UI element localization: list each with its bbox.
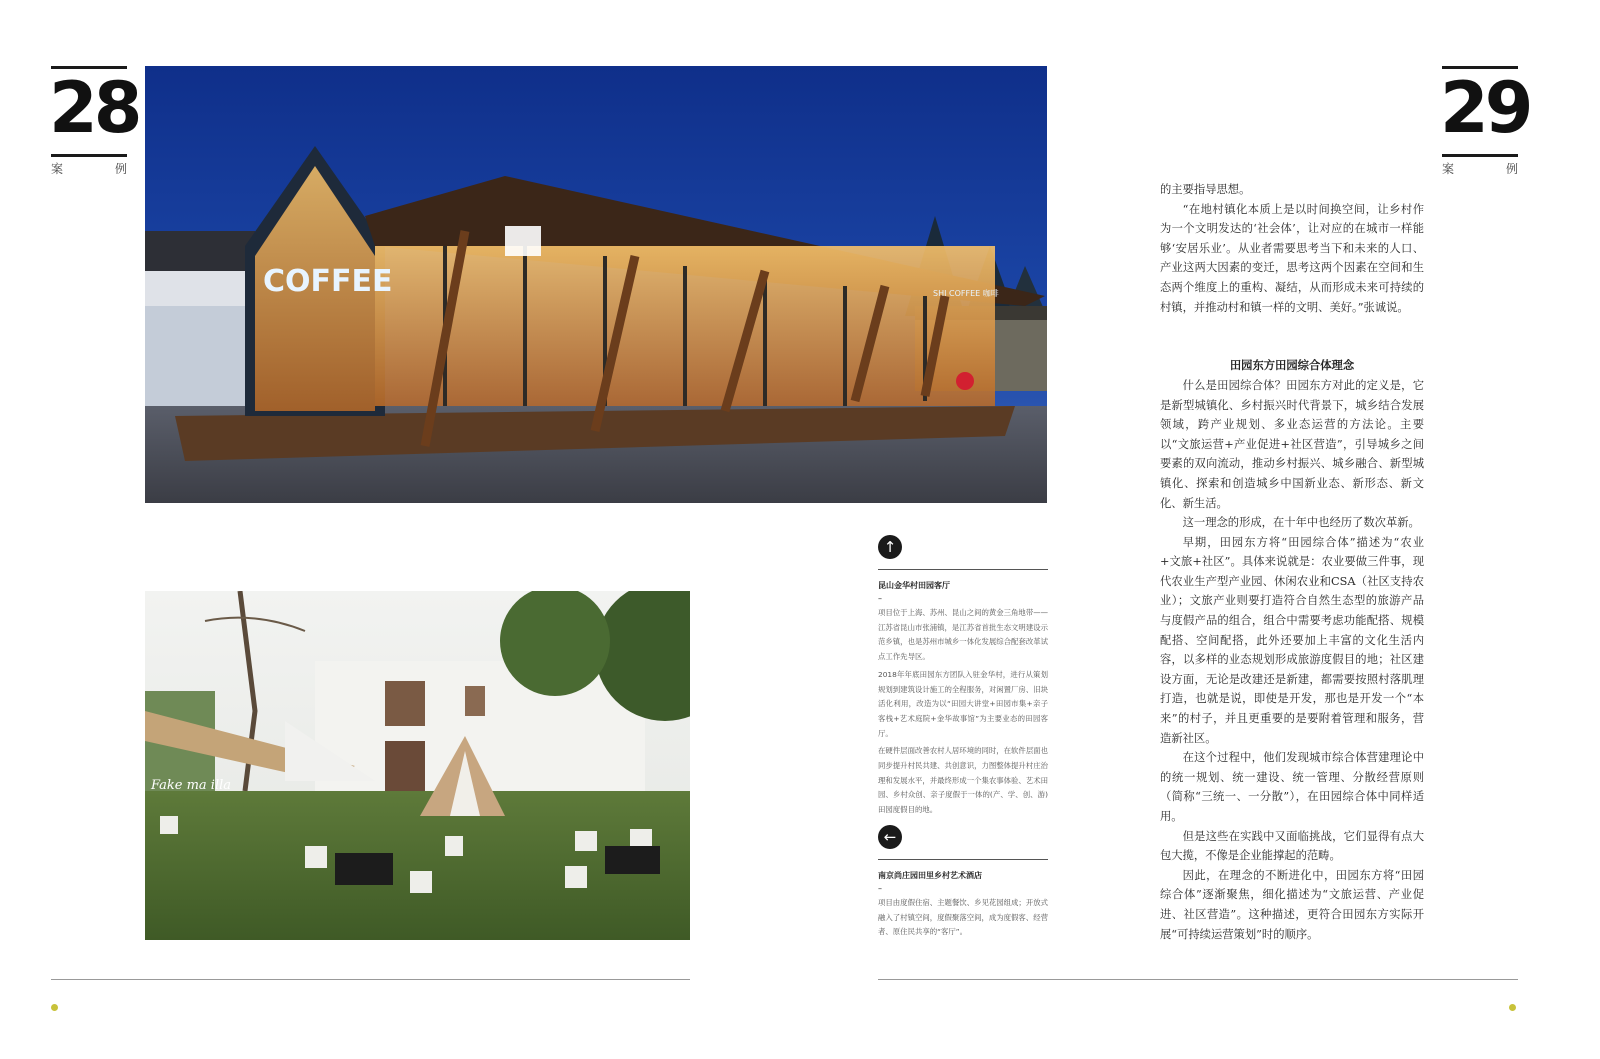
arrow-left-icon: ← bbox=[878, 825, 902, 849]
article-paragraph: 因此，在理念的不断进化中，田园东方将“田园综合体”逐渐聚焦，细化描述为“文旅运营、产业促进、社区营造”。这种描述，更符合田园东方实际开展“可持续运营策划”时的顺序。 bbox=[1160, 868, 1424, 941]
article-paragraph: 什么是田园综合体？田园东方对此的定义是，它是新型城镇化、乡村振兴时代背景下，城乡结合发展领域，跨产业规划、多业态运营的方法论。主要以“文旅运营+产业促进+社区营造”，引导城乡之间要素的双向流动，推动乡村振兴、城乡融合、新型城镇化、探索和创造城乡中国新业态、新形态、新文化、新生活。 bbox=[1160, 378, 1424, 510]
caption-paragraph: 项目由度假住宿、主题餐饮、乡见花园组成；开放式融入了村镇空间，度假聚落空间，成为度假客、经营者、原住民共享的“客厅”。 bbox=[878, 898, 1048, 937]
article-heading: 田园东方田园综合体理念 bbox=[1229, 359, 1355, 373]
caption-text bbox=[878, 896, 1048, 940]
article-body bbox=[1160, 180, 1424, 944]
coffee-shop-photo bbox=[145, 66, 1047, 503]
caption-dash: – bbox=[878, 594, 882, 603]
article-paragraph: 早期，田园东方将“田园综合体”描述为“农业+文旅+社区”。具体来说就是：农业要做三件事，现代农业生产型产业园、休闲农业和CSA（社区支持农业）；文旅产业则要打造符合自然生态型的旅游产品与度假产品的组合，组合中需要考虑功能配搭、规模配搭、空间配搭，此外还要加上丰富的文化生活内容，以多样的业态规划形成旅游度假目的地；社区建设方面，无论是改建还是新建，都需要按照村落肌理打造，也就是说，即使是开发，那也是开发一个“本来”的村子，并且更重要的是要附着管理和服务，营造新社区。 bbox=[1160, 535, 1424, 745]
caption-dash: – bbox=[878, 884, 882, 893]
article-paragraph: 但是这些在实践中又面临挑战，它们显得有点大包大揽，不像是企业能撑起的范畴。 bbox=[1160, 829, 1424, 863]
side-sign-text: SHI COFFEE 咖啡 bbox=[933, 289, 999, 298]
page-number: 28 bbox=[49, 67, 139, 149]
caption-title: 昆山金华村田园客厅 bbox=[878, 581, 950, 590]
page-number-bottom-rule bbox=[1442, 154, 1518, 157]
caption-rule bbox=[878, 859, 1048, 860]
section-char: 案 bbox=[51, 162, 64, 176]
section-char: 例 bbox=[114, 162, 127, 176]
section-char: 案 bbox=[1442, 162, 1455, 176]
article-paragraph: 这一理念的形成，在十年中也经历了数次革新。 bbox=[1182, 516, 1420, 530]
section-label bbox=[1442, 160, 1518, 177]
caption-block-top bbox=[878, 535, 1048, 821]
garden-sign-text: Fake ma illa bbox=[151, 778, 232, 793]
article-paragraph: 在这个过程中，他们发现城市综合体营建理论中的统一规划、统一建设、统一管理、分散经营原则（简称“三统一、一分散”），在田园综合体中同样适用。 bbox=[1160, 751, 1424, 823]
garden-camp-photo bbox=[145, 591, 690, 940]
caption-title: 南京尚庄园田里乡村艺术酒店 bbox=[878, 871, 982, 880]
caption-paragraph: 项目位于上海、苏州、昆山之间的黄金三角地带——江苏省昆山市张浦镇，是江苏省首批生态文明建设示范乡镇，也是苏州市城乡一体化发展综合配套改革试点工作先导区。 bbox=[878, 608, 1048, 662]
caption-text bbox=[878, 606, 1048, 818]
article-paragraph: 的主要指导思想。 bbox=[1160, 183, 1251, 196]
footer-rule-left bbox=[51, 979, 690, 980]
caption-block-bottom bbox=[878, 825, 1048, 943]
page-number: 29 bbox=[1440, 67, 1530, 149]
section-char: 例 bbox=[1505, 162, 1518, 176]
section-label bbox=[51, 160, 127, 177]
footer-rule-right bbox=[878, 979, 1518, 980]
footer-dot-right bbox=[1509, 1004, 1516, 1011]
footer-dot-left bbox=[51, 1004, 58, 1011]
page-number-bottom-rule bbox=[51, 154, 127, 157]
coffee-sign-text: COFFEE bbox=[263, 264, 393, 299]
caption-paragraph: 在硬件层面改善农村人居环境的同时，在软件层面也同步提升村民共建、共创意识，力图整体提升村庄治理和发展水平，并最终形成一个集农事体验、艺术田园、乡村众创、亲子度假于一体的(产、学、创、游)田园度假目的地。 bbox=[878, 746, 1048, 815]
article-paragraph: “在地村镇化本质上是以时间换空间，让乡村作为一个文明发达的‘社会体’，让对应的在城市一样能够‘安居乐业’。从业者需要思考当下和未来的人口、产业这两大因素的变迁，思考这两个因素在空间和生态两个维度上的重构、凝结，从而形成未来可持续的村镇，并推动村和镇一样的文明、美好。”张诚说。 bbox=[1160, 202, 1424, 314]
caption-rule bbox=[878, 569, 1048, 570]
caption-paragraph: 2018年年底田园东方团队入驻金华村，进行从策划规划到建筑设计施工的全程服务，对闲置厂房、旧块活化利用，改造为以“田园大讲堂+田园市集+亲子客栈+艺术庭院+金华故事馆”为主要业态的田园客厅。 bbox=[878, 669, 1048, 738]
arrow-up-icon: ↑ bbox=[878, 535, 902, 559]
